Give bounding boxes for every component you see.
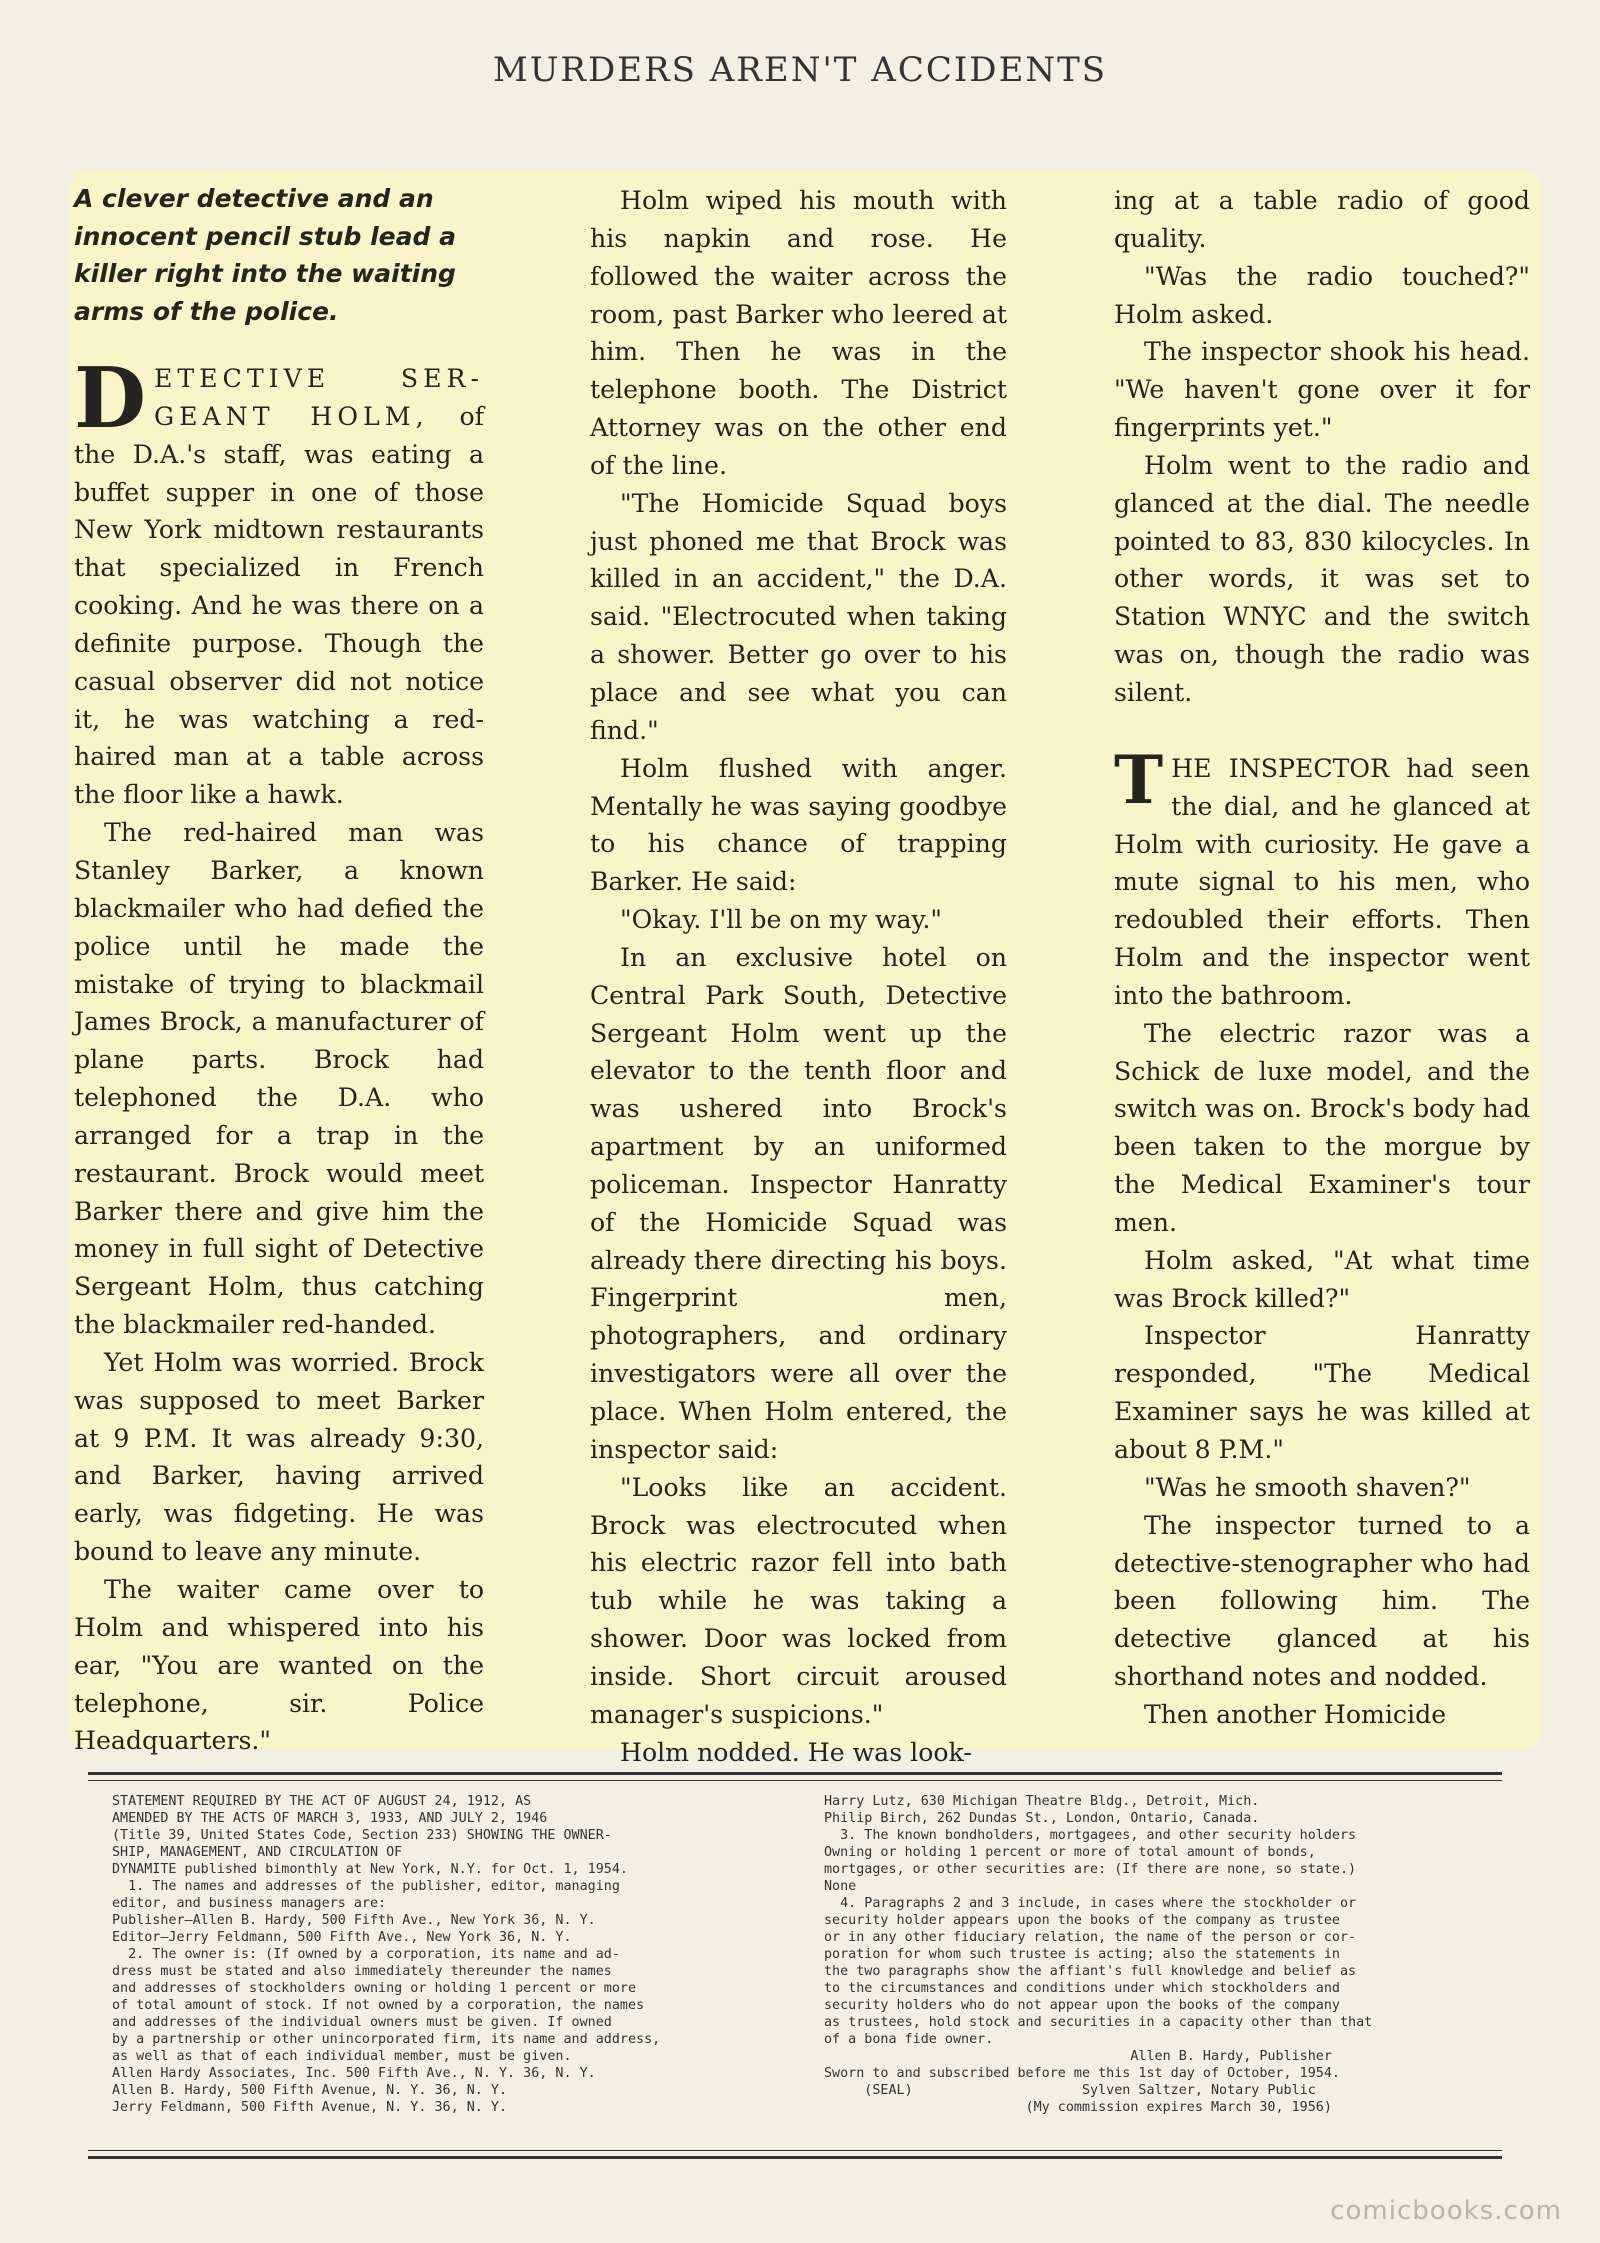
paragraph: "Was he smooth shaven?" <box>1144 1472 1471 1502</box>
paragraph: "Okay. I'll be on my way." <box>620 905 942 935</box>
ownership-statement <box>88 1772 1502 2159</box>
story-blurb: A clever detective and an innocent pencil stub lead a killer right into the waiting arms of the police. <box>74 184 456 326</box>
page-title: MURDERS AREN'T ACCIDENTS <box>492 50 1108 90</box>
statement-left-column: STATEMENT REQUIRED BY THE ACT OF AUGUST 24, 1912, AS AMENDED BY THE ACTS OF MARCH 3, 1933, AND JULY 2, 1946 (Title 39, United States Code, Section 233) SHOWING THE OWNER- SHIP, MANAGEMENT, AND CIRCULATION OF DYNAMITE published bimonthly at New York, N.Y. for Oct. 1, 1954. 1. The names and addresses of the publisher, editor, managing editor, and business managers are: Publisher—Allen B. Hardy, 500 Fifth Ave., New York 36, N. Y. Editor—Jerry Feldmann, 500 Fifth Ave., New York 36, N. Y. 2. The owner is: (If owned by a corporation, its name and ad- dress must be stated and also immediately thereunder the names and addresses of stockholders owning or holding 1 percent or more of total amount of stock. If not owned by a corporation, the names and addresses of the individual owners must be given. If owned by a partnership or other unincorporated firm, its name and address, as well as that of each individual member, must be given. Allen Hardy Associates, Inc. 500 Fifth Ave., N. Y. 36, N. Y. Allen B. Hardy, 500 Fifth Avenue, N. Y. 36, N. Y. Jerry Feldmann, 500 Fifth Avenue, N. Y. 36, N. Y. <box>112 1794 661 2115</box>
paragraph: "Looks like an accident. Brock was electrocuted when his electric razor fell into bath tub while he was taking a shower. Door was locked from inside. Short circuit aroused manager's suspicions." <box>590 1472 1007 1729</box>
story-column-3 <box>1114 182 1530 1734</box>
paragraph: The waiter came over to Holm and whispered into his ear, "You are wanted on the telephone, sir. Police Headquarters." <box>74 1575 484 1756</box>
paragraph: The electric razor was a Schick de luxe model, and the switch was on. Brock's body had been taken to the morgue by the Medical Examiner's tour men. <box>1114 1018 1530 1237</box>
paragraph: The red-haired man was Stanley Barker, a known blackmailer who had defied the police until he made the mistake of trying to blackmail James Brock, a manufacturer of plane parts. Brock had telephoned the D.A. who arranged for a trap in the restaurant. Brock would meet Barker there and give him the money in full sight of Detective Sergeant Holm, thus catching the blackmailer red-handed. <box>74 818 484 1340</box>
paragraph-text: of the D.A.'s staff, was eating a buffet supper in one of those New York midtown restaurants that specialized in French cooking. And he was there on a definite purpose. Though the casual observer did not notice it, he was watching a red-haired man at a table across the floor like a hawk. <box>74 401 484 810</box>
paragraph: Holm nodded. He was look- <box>620 1737 972 1767</box>
paragraph-text: HE INSPECTOR had seen the dial, and he glanced at Holm with curiosity. He gave a mute signal to his men, who redoubled their efforts. Then Holm and the inspector went into the bathroom. <box>1114 753 1530 1010</box>
paragraph: Yet Holm was worried. Brock was supposed to meet Barker at 9 P.M. It was already 9:30, and Barker, having arrived early, was fidgeting. He was bound to leave any minute. <box>74 1347 484 1567</box>
paragraph: Inspector Hanratty responded, "The Medical Examiner says he was killed at about 8 P.M." <box>1114 1321 1530 1464</box>
watermark: comicbooks.com <box>1330 2196 1562 2226</box>
story-column-1 <box>74 180 484 1760</box>
lead-in: ETECTIVE SER- GEANT HOLM, <box>153 364 484 431</box>
story-column-2 <box>590 182 1007 1771</box>
paragraph: ing at a table radio of good quality. <box>1114 186 1530 253</box>
paragraph: Then another Homicide <box>1144 1699 1447 1729</box>
section-opening-paragraph <box>1114 740 1530 1015</box>
story-opening-paragraph <box>74 349 484 814</box>
drop-cap: T <box>1114 740 1164 819</box>
paragraph: The inspector shook his head. "We haven't gone over it for fingerprints yet." <box>1114 337 1530 443</box>
paragraph: Holm wiped his mouth with his napkin and rose. He followed the waiter across the room, past Barker who leered at him. Then he was in the telephone booth. The District Attorney was on the other end of the line. <box>590 186 1007 480</box>
paragraph: "The Homicide Squad boys just phoned me that Brock was killed in an accident," the D.A. said. "Electrocuted when taking a shower. Better go over to his place and see what you can find." <box>590 488 1007 745</box>
divider <box>88 2150 1502 2151</box>
paragraph: Holm went to the radio and glanced at the dial. The needle pointed to 83, 830 kilocycles. In other words, it was set to Station WNYC and the switch was on, though the radio was silent. <box>1114 450 1530 707</box>
drop-cap: D <box>74 349 146 447</box>
paragraph: Holm asked, "At what time was Brock killed?" <box>1114 1245 1530 1313</box>
paragraph: "Was the radio touched?" Holm asked. <box>1114 261 1530 329</box>
paragraph: Holm flushed with anger. Mentally he was saying goodbye to his chance of trapping Barker. He said: <box>590 753 1007 897</box>
paragraph: The inspector turned to a detective-stenographer who had been following him. The detective glanced at his shorthand notes and nodded. <box>1114 1510 1530 1692</box>
statement-right-column: Harry Lutz, 630 Michigan Theatre Bldg., Detroit, Mich. Philip Birch, 262 Dundas St., London, Ontario, Canada. 3. The known bondholders, mortgagees, and other security holders Owning or holding 1 percent or more of total amount of bonds, mortgages, or other securities are: (If there are none, so state.) None 4. Paragraphs 2 and 3 include, in cases where the stockholder or security holder appears upon the books of the company as trustee or in any other fiduciary relation, the name of the person or cor- poration for whom such trustee is acting; also the statements in the two paragraphs show the affiant's full knowledge and belief as to the circumstances and conditions under which stockholders and security holders who do not appear upon the books of the company as trustees, hold stock and securities in a capacity other than that of a bona fide owner. Allen B. Hardy, Publisher Sworn to and subscribed before me this 1st day of October, 1954. (SEAL) Sylven Saltzer, Notary Public (My commission expires March 30, 1956) <box>824 1794 1373 2115</box>
paragraph: In an exclusive hotel on Central Park South, Detective Sergeant Holm went up the elevator to the tenth floor and was ushered into Brock's apartment by an uniformed policeman. Inspector Hanratty of the Homicide Squad was already there directing his boys. Fingerprint men, photographers, and ordinary investigators were all over the place. When Holm entered, the inspector said: <box>590 942 1007 1464</box>
divider <box>88 1780 1502 1781</box>
